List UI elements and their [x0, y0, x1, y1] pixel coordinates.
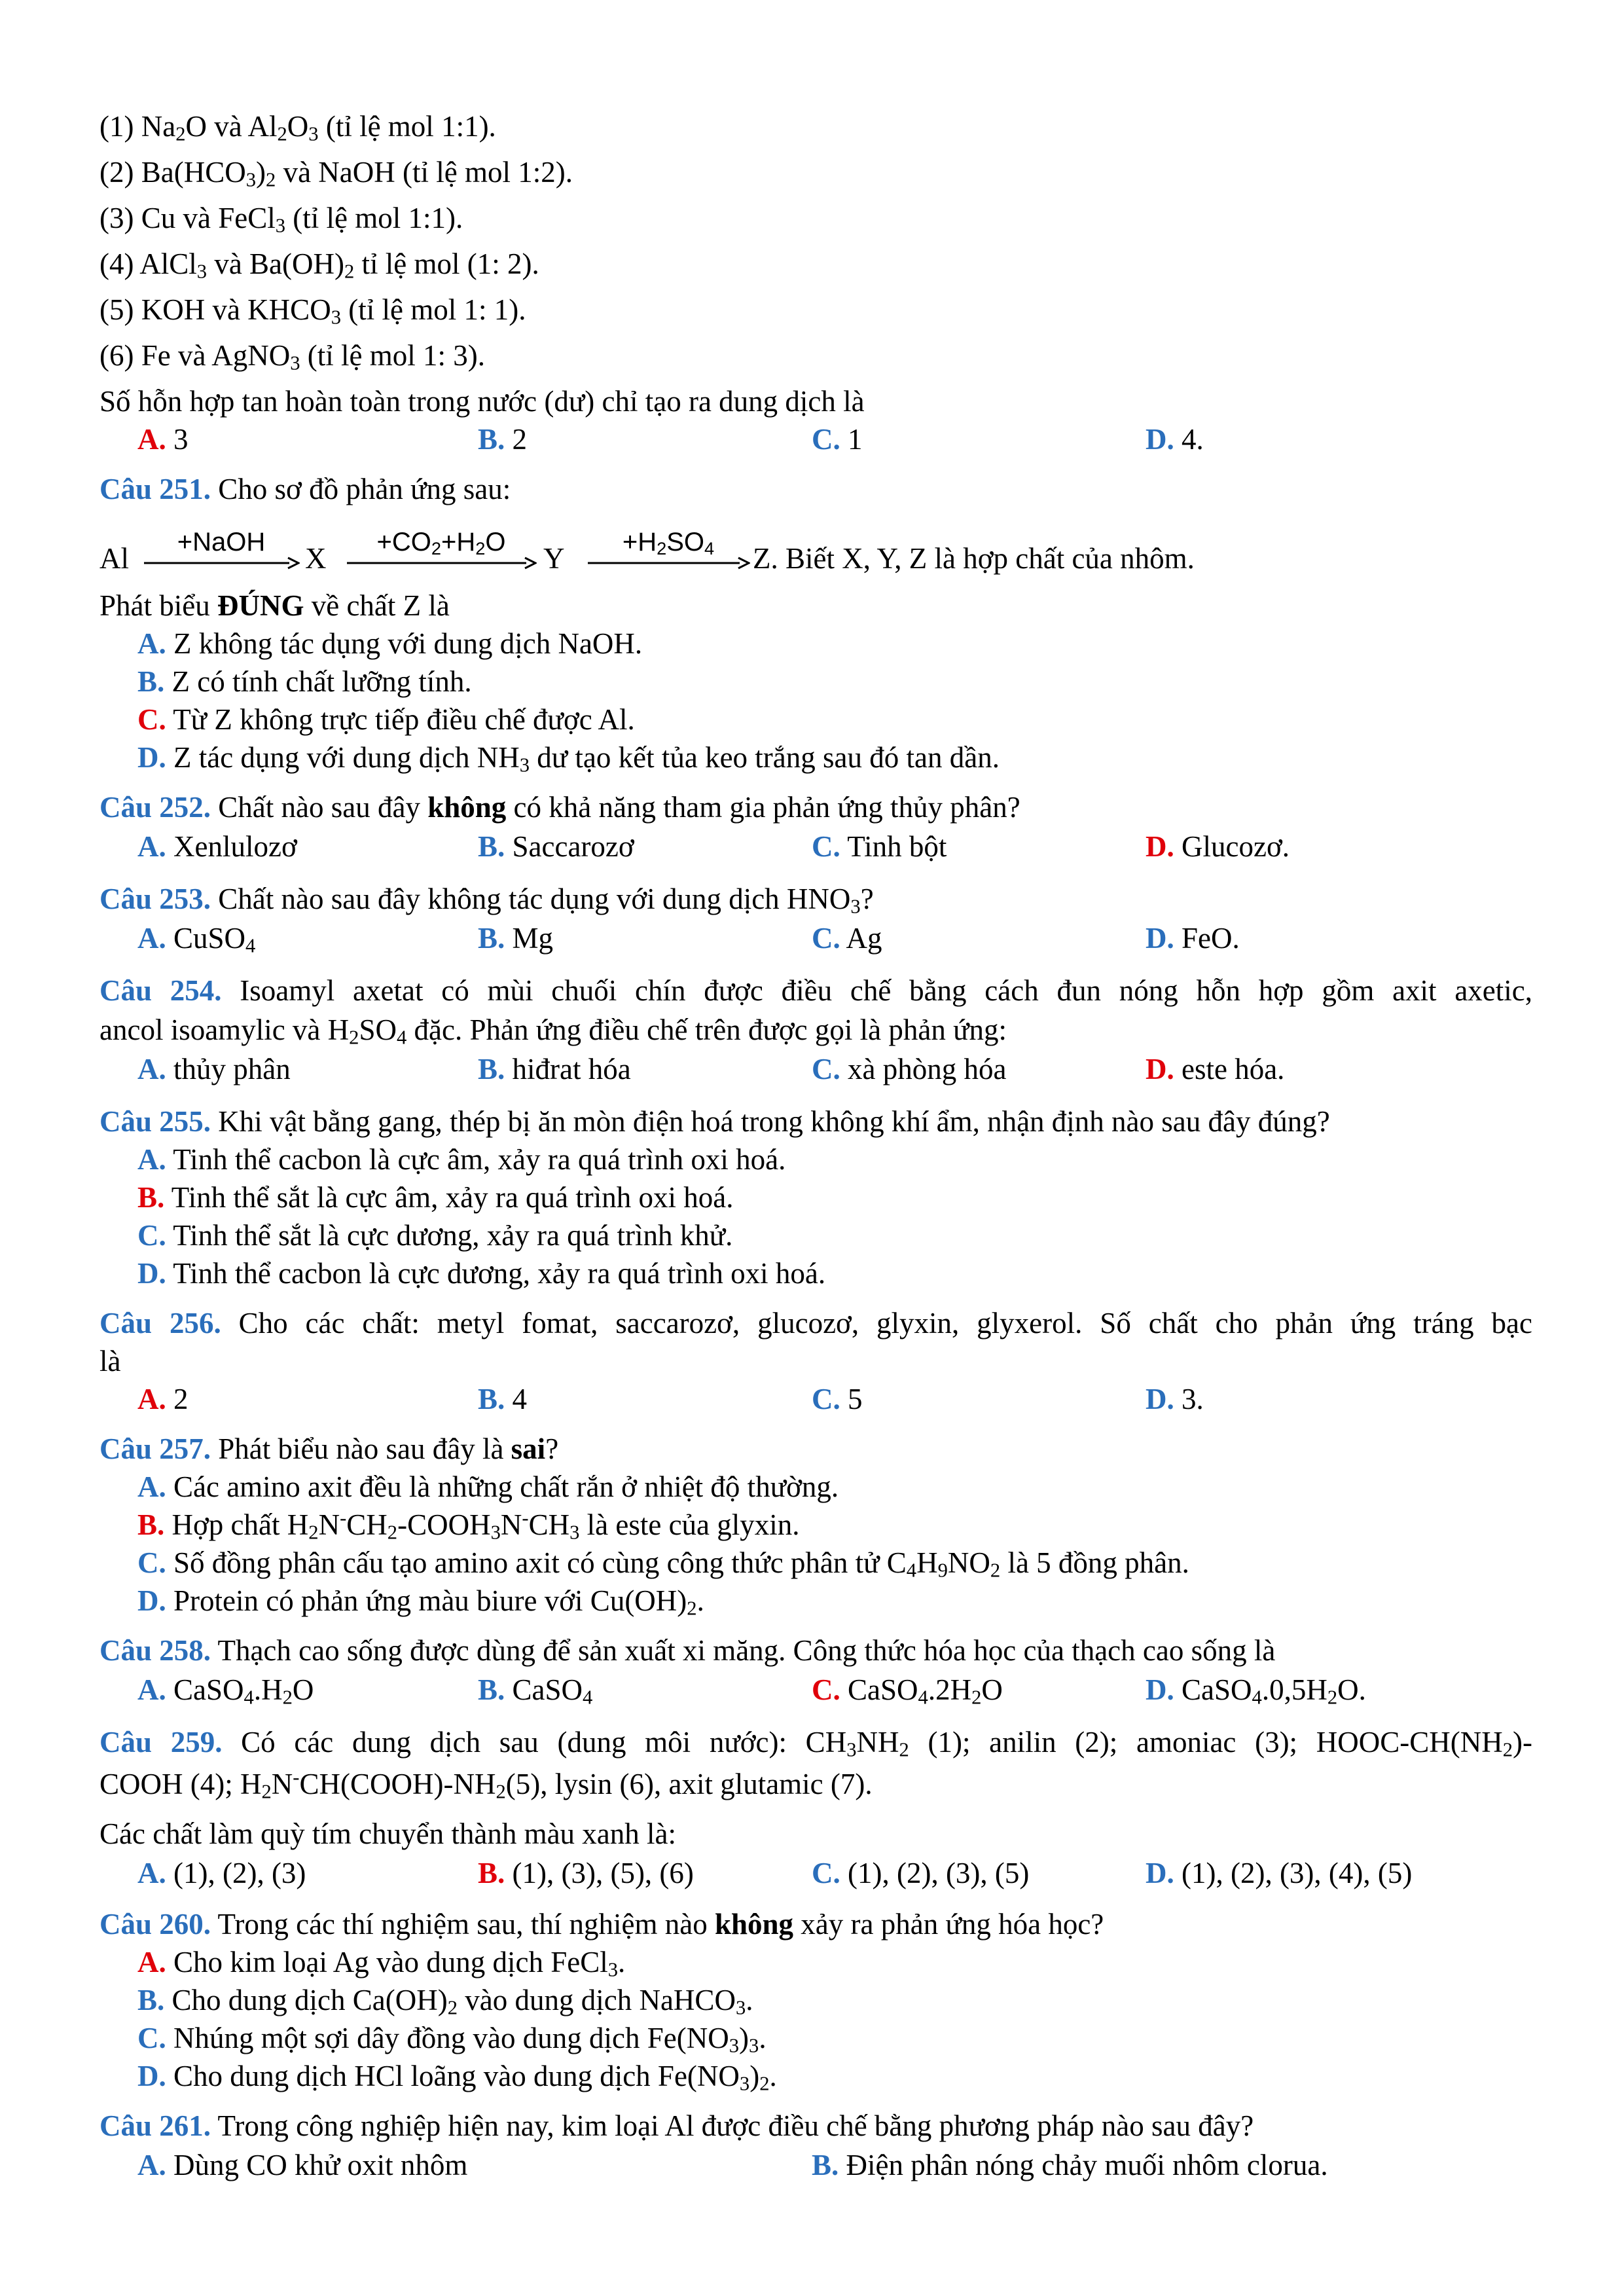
q260-option-d[interactable]: D. Cho dung dịch HCl loãng vào dung dịch $Fe(NO_3)_2$. — [137, 2060, 777, 2095]
q255-option-b[interactable]: B. Tinh thể sắt là cực âm, xảy ra quá trình oxi hoá. — [137, 1181, 734, 1214]
question-256: Câu 256. Cho các chất: metyl fomat, saccarozơ, glucozơ, glyxin, glyxerol. Số chất cho phản ứng tráng bạc — [99, 1307, 1533, 1339]
q252-options — [137, 824, 1551, 869]
q254-option-a[interactable]: A. thủy phân — [137, 1053, 291, 1085]
q254-option-c[interactable]: C. xà phòng hóa — [812, 1053, 1007, 1085]
intro-options — [137, 416, 1551, 462]
q255-option-d[interactable]: D. Tinh thể cacbon là cực dương, xảy ra quá trình oxi hoá. — [137, 1257, 826, 1290]
q261-option-b[interactable]: B. Điện phân nóng chảy muối nhôm clorua. — [812, 2149, 1328, 2181]
q256-option-d[interactable]: D. 3. — [1146, 1383, 1204, 1415]
q256-line-2: là — [99, 1345, 121, 1377]
q254-options — [137, 1046, 1551, 1092]
q251-stem: Phát biểu ĐÚNG về chất Z là — [99, 589, 450, 622]
q255-option-a[interactable]: A. Tinh thể cacbon là cực âm, xảy ra quá trình oxi hoá. — [137, 1143, 786, 1176]
item-6: (6) Fe và AgNO$_3$ (tỉ lệ mol 1: 3). — [99, 339, 485, 374]
q252-option-d[interactable]: D. Glucozơ. — [1146, 830, 1290, 863]
q253-option-b[interactable]: B. Mg — [478, 922, 554, 955]
q258-option-d[interactable]: D. $CaSO_4.0,5H_2O$. — [1146, 1673, 1366, 1709]
q256-options — [137, 1376, 1551, 1422]
arrow-label-3: $+H_2SO_4$ — [622, 528, 715, 558]
q256-option-a[interactable]: A. 2 — [137, 1383, 189, 1415]
q260-option-c[interactable]: C. Nhúng một sợi dây đồng vào dung dịch $Fe(NO_3)_3$. — [137, 2022, 767, 2057]
question-259: Câu 259. Có các dung dịch sau (dung môi nước): $CH_3NH_2$ (1); anilin (2); amoniac (3); HOOC-$CH(NH_2)-$ — [99, 1726, 1533, 1761]
q254-line-2: ancol isoamylic và $H_2SO_4$ đặc. Phản ứng điều chế trên được gọi là phản ứng: — [99, 1013, 1007, 1049]
item-3: (3) Cu và FeCl$_3$ (tỉ lệ mol 1:1). — [99, 202, 463, 237]
q257-option-c[interactable]: C. Số đồng phân cấu tạo amino axit có cùng công thức phân tử $C_4H_9NO_2$ là 5 đồng phân. — [137, 1546, 1189, 1582]
q257-option-d[interactable]: D. Protein có phản ứng màu biure với $Cu(OH)_2$. — [137, 1584, 704, 1620]
question-260: Câu 260. Trong các thí nghiệm sau, thí nghiệm nào không xảy ra phản ứng hóa học? — [99, 1908, 1104, 1941]
question-251: Câu 251. Cho sơ đồ phản ứng sau: — [99, 473, 511, 505]
option-b[interactable]: B. 2 — [478, 423, 528, 456]
scheme-tail: Z. Biết X, Y, Z là hợp chất của nhôm. — [753, 542, 1195, 575]
q258-options — [137, 1667, 1551, 1713]
question-252: Câu 252. Chất nào sau đây không có khả năng tham gia phản ứng thủy phân? — [99, 791, 1020, 824]
item-2: (2) $Ba(HCO_3)_2$ và NaOH (tỉ lệ mol 1:2). — [99, 156, 573, 191]
option-c[interactable]: C. 1 — [812, 423, 863, 456]
q256-option-c[interactable]: C. 5 — [812, 1383, 863, 1415]
scheme-x: X — [305, 542, 327, 575]
question-253: Câu 253. Chất nào sau đây không tác dụng với dung dịch $HNO_3$? — [99, 883, 874, 918]
q255-option-c[interactable]: C. Tinh thể sắt là cực dương, xảy ra quá trình khử. — [137, 1219, 733, 1252]
q259-option-d[interactable]: D. (1), (2), (3), (4), (5) — [1146, 1857, 1413, 1889]
arrow-1-icon — [143, 555, 300, 571]
q253-options — [137, 915, 1551, 961]
arrow-2-icon — [346, 555, 537, 571]
question-261: Câu 261. Trong công nghiệp hiện nay, kim loại Al được điều chế bằng phương pháp nào sau đây? — [99, 2109, 1254, 2142]
q251-option-c[interactable]: C. Từ Z không trực tiếp điều chế được Al. — [137, 703, 635, 736]
q253-option-a[interactable]: A. CuSO$_4$ — [137, 922, 256, 957]
q251-option-b[interactable]: B. Z có tính chất lưỡng tính. — [137, 665, 472, 698]
q251-option-d[interactable]: D. Z tác dụng với dung dịch $NH_3$ dư tạo kết tủa keo trắng sau đó tan dần. — [137, 741, 1000, 776]
arrow-3-icon — [586, 555, 750, 571]
q252-option-a[interactable]: A. Xenlulozơ — [137, 830, 297, 863]
q259-line-2: COOH (4); $H_2N^-CH(COOH)-NH_2(5)$, lysin (6), axit glutamic (7). — [99, 1766, 873, 1803]
q252-option-c[interactable]: C. Tinh bột — [812, 830, 947, 863]
q261-option-a[interactable]: A. Dùng CO khử oxit nhôm — [137, 2149, 468, 2181]
q261-options — [137, 2142, 1551, 2188]
arrow-h2so4 — [586, 524, 750, 589]
q258-option-a[interactable]: A. $CaSO_4.H_2O$ — [137, 1673, 314, 1709]
q260-option-b[interactable]: B. Cho dung dịch $Ca(OH)_2$ vào dung dịch NaHCO$_3$. — [137, 1984, 753, 2019]
question-257: Câu 257. Phát biểu nào sau đây là sai? — [99, 1432, 559, 1465]
question-258: Câu 258. Thạch cao sống được dùng để sản xuất xi măng. Công thức hóa học của thạch cao sống là — [99, 1634, 1276, 1667]
q259-option-a[interactable]: A. (1), (2), (3) — [137, 1857, 306, 1889]
scheme-al: Al — [99, 542, 129, 575]
q253-option-c[interactable]: C. Ag — [812, 922, 882, 955]
item-1: (1) $Na_2O$ và $Al_2O_3$ (tỉ lệ mol 1:1). — [99, 110, 496, 145]
q257-option-a[interactable]: A. Các amino axit đều là những chất rắn ở nhiệt độ thường. — [137, 1470, 839, 1503]
q254-option-d[interactable]: D. este hóa. — [1146, 1053, 1285, 1085]
option-a[interactable]: A. 3 — [137, 423, 189, 456]
item-4: (4) AlCl$_3$ và $Ba(OH)_2$ tỉ lệ mol (1: 2). — [99, 247, 539, 283]
q259-stem: Các chất làm quỳ tím chuyển thành màu xanh là: — [99, 1817, 676, 1850]
intro-stem: Số hỗn hợp tan hoàn toàn trong nước (dư) chỉ tạo ra dung dịch là — [99, 385, 865, 418]
q259-options — [137, 1850, 1551, 1896]
q257-option-b[interactable]: B. Hợp chất $H_2N^-CH_2-COOH_3N^-CH_3$ là este của glyxin. — [137, 1506, 800, 1544]
q259-option-b[interactable]: B. (1), (3), (5), (6) — [478, 1857, 694, 1889]
scheme-y: Y — [543, 542, 565, 575]
question-255: Câu 255. Khi vật bằng gang, thép bị ăn mòn điện hoá trong không khí ẩm, nhận định nào sau đây đúng? — [99, 1105, 1330, 1138]
arrow-label-2: $+CO_2+H_2O$ — [376, 528, 506, 558]
q260-option-a[interactable]: A. Cho kim loại Ag vào dung dịch FeCl$_3$. — [137, 1946, 626, 1981]
q253-option-d[interactable]: D. FeO. — [1146, 922, 1240, 955]
option-d[interactable]: D. 4. — [1146, 423, 1204, 456]
q256-option-b[interactable]: B. 4 — [478, 1383, 528, 1415]
q254-option-b[interactable]: B. hiđrat hóa — [478, 1053, 631, 1085]
arrow-co2-h2o — [346, 524, 537, 589]
question-254: Câu 254. Isoamyl axetat có mùi chuối chín được điều chế bằng cách đun nóng hỗn hợp gồm axit axetic, — [99, 974, 1532, 1007]
item-5: (5) KOH và $KHCO_3$ (tỉ lệ mol 1: 1). — [99, 293, 526, 329]
q259-option-c[interactable]: C. (1), (2), (3), (5) — [812, 1857, 1030, 1889]
q251-option-a[interactable]: A. Z không tác dụng với dung dịch NaOH. — [137, 627, 643, 660]
q258-option-b[interactable]: B. CaSO$_4$ — [478, 1673, 593, 1709]
q258-option-c[interactable]: C. $CaSO_4.2H_2O$ — [812, 1673, 1003, 1709]
arrow-label-1: +NaOH — [177, 528, 266, 556]
q252-option-b[interactable]: B. Saccarozơ — [478, 830, 634, 863]
arrow-naoh — [143, 524, 300, 589]
